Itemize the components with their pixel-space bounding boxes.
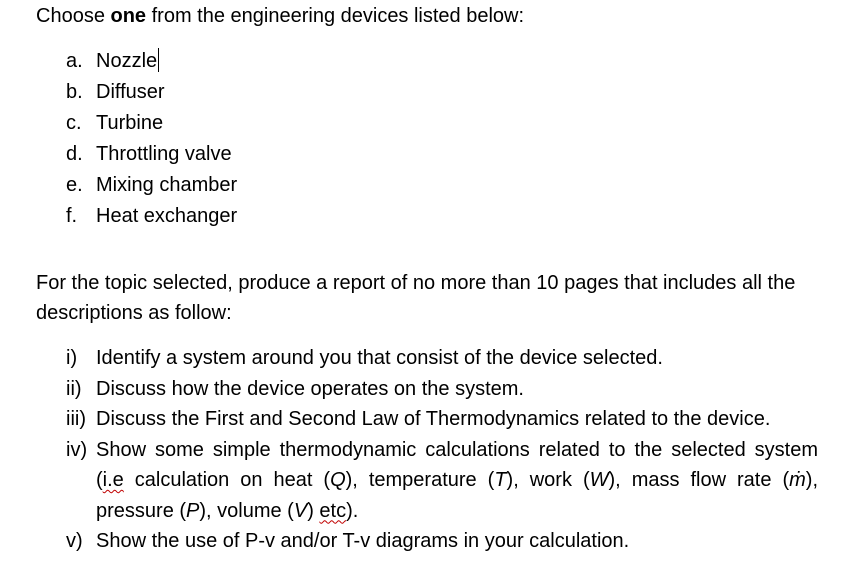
device-label[interactable]: Mixing chamber [96, 174, 238, 196]
report-instruction[interactable]: For the topic selected, produce a report of no more than 10 pages that includes all the descriptions as follow: [36, 272, 796, 324]
task-text-part: ) [307, 499, 320, 522]
task-text-part: ), pressure ( [96, 469, 819, 522]
symbol-mass-flow: ṁ [789, 469, 806, 491]
task-marker: ii) [66, 377, 82, 400]
task-item [66, 526, 818, 557]
task-item [66, 343, 818, 374]
task-text[interactable] [96, 439, 818, 522]
device-marker: a. [66, 50, 83, 72]
device-label[interactable]: Throttling valve [96, 143, 232, 165]
task-text-part: ), mass flow rate ( [608, 469, 790, 491]
device-item [66, 48, 237, 79]
device-marker: b. [66, 81, 83, 103]
task-marker: iv) [66, 438, 88, 461]
symbol-temperature: T [494, 469, 507, 491]
device-item [66, 110, 237, 141]
symbol-pressure: P [186, 499, 200, 522]
task-text-part: ), volume ( [199, 499, 294, 522]
symbol-heat: Q [330, 469, 346, 491]
device-label[interactable]: Turbine [96, 112, 164, 134]
task-text-part: Show some simple thermodynamic calculations related to the selected system ( [96, 438, 818, 491]
device-marker: d. [66, 143, 83, 165]
device-marker: f. [66, 205, 78, 227]
task-text-part: ), work ( [506, 469, 590, 491]
device-list [66, 48, 237, 234]
symbol-volume: V [293, 499, 308, 522]
task-text-part: calculation on heat ( [123, 469, 331, 491]
intro-emphasis: one [110, 5, 147, 27]
task-marker: iii) [66, 408, 86, 430]
spelling-flag-ie: i.e [102, 469, 124, 491]
device-item [66, 79, 237, 110]
spelling-flag-etc: etc [319, 499, 347, 522]
task-text[interactable]: Identify a system around you that consist of the device selected. [96, 347, 663, 369]
task-list [66, 343, 818, 557]
device-marker: c. [66, 112, 82, 134]
task-item [66, 435, 818, 527]
symbol-work: W [589, 469, 609, 491]
task-text-part: ). [346, 499, 359, 522]
task-text[interactable]: Discuss how the device operates on the system. [96, 377, 524, 400]
task-item [66, 374, 818, 405]
task-text-part: ), temperature ( [345, 469, 495, 491]
device-item [66, 141, 237, 172]
text-cursor [158, 48, 159, 72]
task-text[interactable]: Show the use of P-v and/or T-v diagrams in your calculation. [96, 530, 630, 552]
task-marker: i) [66, 347, 78, 369]
task-item [66, 404, 818, 435]
task-text[interactable]: Discuss the First and Second Law of Thermodynamics related to the device. [96, 408, 771, 430]
device-label[interactable]: Nozzle [96, 50, 158, 72]
device-label[interactable]: Diffuser [96, 81, 165, 103]
device-item [66, 172, 237, 203]
intro-suffix: from the engineering devices listed below: [146, 5, 525, 27]
intro-prefix: Choose [36, 5, 111, 27]
device-label[interactable]: Heat exchanger [96, 205, 238, 227]
task-marker: v) [66, 530, 83, 552]
device-item [66, 203, 237, 234]
intro-line [36, 4, 524, 28]
device-marker: e. [66, 174, 83, 196]
